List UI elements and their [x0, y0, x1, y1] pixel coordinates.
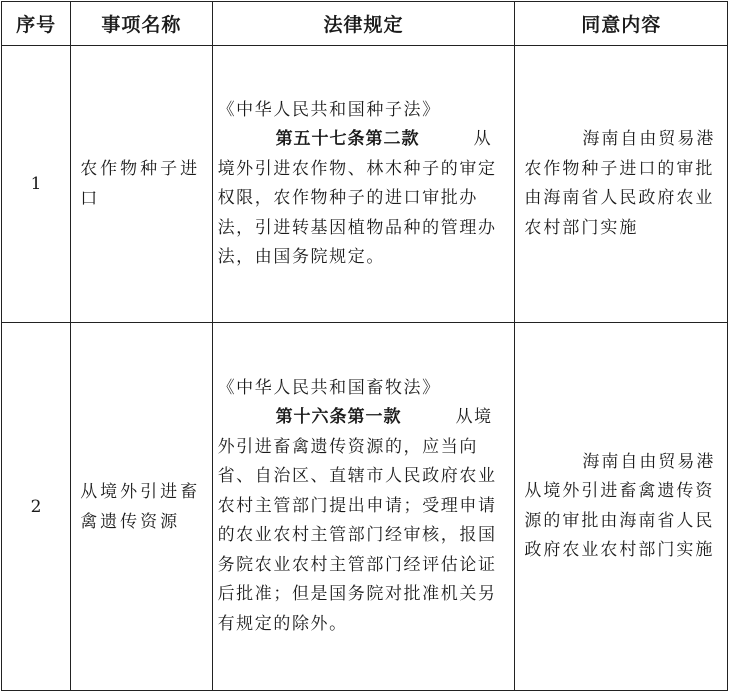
header-no: 序号: [2, 2, 71, 46]
law-provision: [212, 46, 515, 323]
header-law: 法律规定: [212, 2, 515, 46]
article-number: 第五十七条第二款: [275, 129, 420, 149]
law-text: 从境外引进农作物、林木种子的审定权限，农作物种子的进口审批办法，引进转基因植物品种的管理办法，由国务院规定。: [217, 129, 497, 267]
header-name: 事项名称: [71, 2, 212, 46]
table-row: [2, 46, 728, 323]
item-name: 农作物种子进口: [71, 46, 212, 323]
agreed-text: 海南自由贸易港从境外引进畜禽遗传资源的审批由海南省人民政府农业农村部门实施: [524, 451, 716, 560]
law-title: 《中华人民共和国种子法》: [217, 99, 441, 120]
row-number: 1: [2, 46, 71, 323]
table-header-row: [2, 2, 728, 46]
law-provision: [212, 323, 515, 691]
agreed-text: 海南自由贸易港农作物种子进口的审批由海南省人民政府农业农村部门实施: [524, 129, 716, 238]
agreed-content: [515, 323, 728, 691]
article-number: 第十六条第一款: [275, 407, 402, 428]
item-name: 从境外引进畜禽遗传资源: [71, 323, 212, 691]
agreed-content: [515, 46, 728, 323]
law-text: 从境外引进畜禽遗传资源的，应当向省、自治区、直辖市人民政府农业农村主管部门提出申请；受理申请的农业农村主管部门经审核，报国务院农业农村主管部门经评估论证后批准；但是国务院对批准机关另有规定的除外。: [217, 407, 497, 634]
header-agree: 同意内容: [515, 2, 728, 46]
table-row: [2, 323, 728, 691]
law-title: 《中华人民共和国畜牧法》: [217, 377, 441, 398]
approval-items-table: [1, 1, 728, 691]
row-number: 2: [2, 323, 71, 691]
